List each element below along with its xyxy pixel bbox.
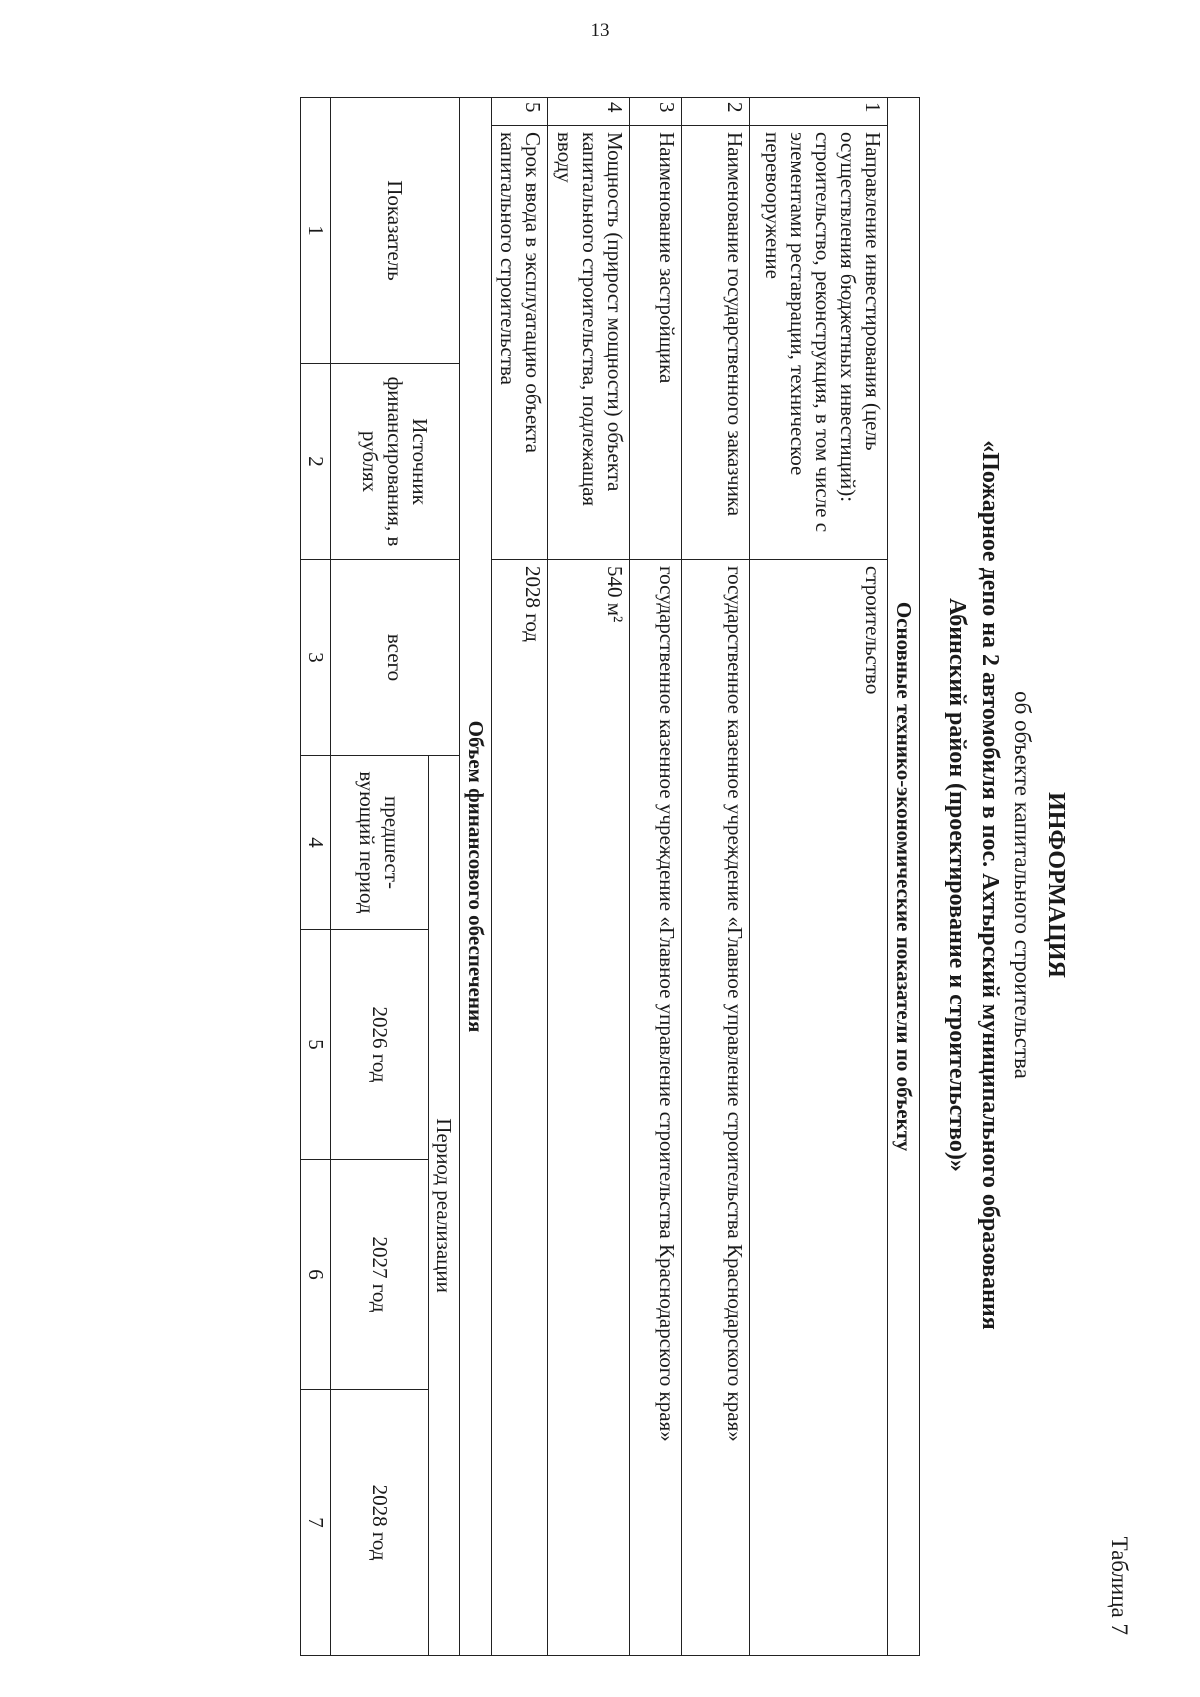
row-number: 4 [548, 98, 630, 126]
page-number: 13 [590, 20, 610, 41]
document-title [940, 85, 1072, 1685]
info-table [300, 97, 920, 1656]
section-heading-financial: Объем финансового обеспечения [460, 98, 492, 1656]
table-row [682, 98, 750, 1656]
row-number: 2 [682, 98, 750, 126]
section-heading-technical: Основные технико-экономические показатели по объекту [888, 98, 920, 1656]
column-number: 6 [301, 1160, 331, 1390]
col-header-prev-period: предшест-вующий период [331, 756, 429, 930]
row-number: 5 [492, 98, 548, 126]
row-value: государственное казенное учреждение «Главное управление строительства Краснодарского края» [630, 560, 682, 1656]
row-number: 3 [630, 98, 682, 126]
row-value: строительство [750, 560, 888, 1656]
column-number: 7 [301, 1390, 331, 1656]
row-value: 540 м² [548, 560, 630, 1656]
row-value: государственное казенное учреждение «Главное управление строительства Краснодарского края» [682, 560, 750, 1656]
row-label: Мощность (прирост мощности) объекта капитального строительства, подлежащая вводу [548, 126, 630, 560]
column-number: 4 [301, 756, 331, 930]
col-header-2028: 2028 год [331, 1390, 429, 1656]
title-line-1: ИНФОРМАЦИЯ [1043, 792, 1069, 978]
col-header-2027: 2027 год [331, 1160, 429, 1390]
table-label: Таблица 7 [1107, 1536, 1132, 1635]
col-header-period: Период реализации [429, 756, 460, 1656]
row-label: Наименование застройщика [630, 126, 682, 560]
col-header-2026: 2026 год [331, 930, 429, 1160]
column-number: 2 [301, 364, 331, 560]
column-numbers-row [301, 98, 331, 1656]
row-label: Наименование государственного заказчика [682, 126, 750, 560]
title-line-2: об объекте капитального строительства [1010, 691, 1035, 1079]
col-header-indicator: Показатель [331, 98, 460, 364]
col-header-total: всего [331, 560, 460, 756]
column-number: 3 [301, 560, 331, 756]
finance-header-row [429, 98, 460, 1656]
section-heading-row [888, 98, 920, 1656]
info-table-wrapper [300, 97, 920, 1655]
row-label: Направление инвестирования (цель осуществления бюджетных инвестиций): строительство, реконструкция, в том числе с элементами реставрации, техническое перевооружение [750, 126, 888, 560]
table-row [492, 98, 548, 1656]
table-row [630, 98, 682, 1656]
table-row [750, 98, 888, 1656]
row-number: 1 [750, 98, 888, 126]
section-heading-row [460, 98, 492, 1656]
col-header-source: Источник финансирования, в рублях [331, 364, 460, 560]
rotated-content [0, 85, 1132, 1685]
table-row [548, 98, 630, 1656]
row-label: Срок ввода в эксплуатацию объекта капитального строительства [492, 126, 548, 560]
title-line-3: «Пожарное депо на 2 автомобиля в пос. Ахтырский муниципального образования [977, 440, 1003, 1330]
title-line-4: Абинский район (проектирование и строительство)» [944, 598, 970, 1172]
row-value: 2028 год [492, 560, 548, 1656]
column-number: 1 [301, 98, 331, 364]
column-number: 5 [301, 930, 331, 1160]
